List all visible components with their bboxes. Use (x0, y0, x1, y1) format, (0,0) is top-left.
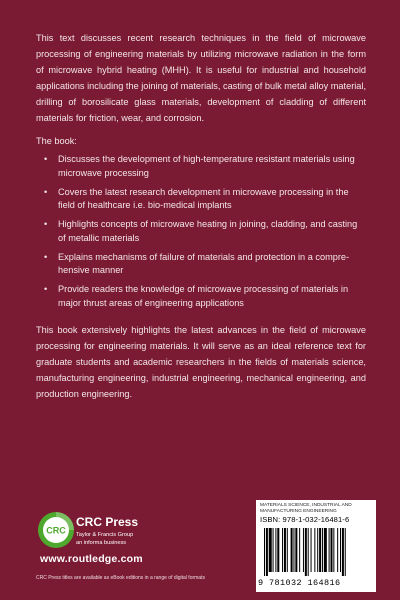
publisher-group (76, 531, 133, 547)
list-item: • Covers the latest research development in microwave processing in the field of healthcare i.e. bio-medical implants (44, 186, 360, 213)
barcode-bar (287, 528, 288, 572)
barcode-bar (333, 528, 334, 572)
barcode-bar (314, 528, 315, 572)
barcode-bar (266, 528, 268, 576)
publisher-tagline: an informa business (76, 540, 127, 546)
barcode-bar (311, 528, 312, 572)
barcode-bar (329, 528, 330, 572)
publisher-group-line: Taylor & Francis Group (76, 532, 134, 538)
barcode-bar (284, 528, 286, 572)
barcode-bar (269, 528, 272, 572)
list-item: • Provide readers the knowledge of microwave processing of materials in major thrust areas of engineering applications (44, 283, 360, 310)
ebook-note: CRC Press titles are available as eBook editions in a range of digital formats (36, 575, 205, 581)
intro-paragraph: This text discusses recent research techniques in the field of microwave processing of engineering materials by utilizing microwave radiation in the form of microwave hybrid heating (MHH). It is useful for industrial and household applications including the joining of materials, casting of bulk metal alloy material, drilling of borosilicate glass materials, development of cladding of different materials for friction, wear, and corrosion. (36, 33, 366, 123)
barcode-bar (342, 528, 344, 576)
barcode-bar (277, 528, 279, 572)
barcode-bar (317, 528, 318, 572)
barcode-icon (262, 528, 370, 576)
barcode-panel (256, 500, 376, 592)
list-item: • Highlights concepts of microwave heating in joining, cladding, and casting of metallic materials (44, 218, 360, 245)
subject-category: MATERIALS SCIENCE, INDUSTRIAL AND MANUFACTURING ENGINEERING (260, 503, 352, 514)
barcode-bar (275, 528, 276, 572)
barcode-bar (337, 528, 338, 572)
barcode-bar (331, 528, 333, 572)
book-features-label: The book: (36, 136, 77, 146)
barcode-bar (295, 528, 297, 572)
barcode-bar (291, 528, 293, 572)
barcode-bar (324, 528, 327, 572)
barcode-bar (305, 528, 307, 576)
barcode-bar (319, 528, 321, 572)
barcode-bar (282, 528, 283, 572)
barcode-bar (303, 528, 304, 572)
list-item: • Discusses the development of high-temperature resistant materials using microwave processing (44, 153, 360, 180)
list-item: • Explains mechanisms of failure of materials and protection in a compre-hensive manner (44, 251, 360, 278)
logo-lettering: CRC (46, 525, 66, 536)
barcode-bar (293, 528, 294, 572)
barcode-bar (340, 528, 341, 572)
publisher-name: CRC Press (76, 515, 139, 529)
barcode-bar (322, 528, 323, 572)
crc-press-logo (36, 510, 76, 550)
barcode-number: 9 781032 164816 (258, 578, 341, 588)
barcode-bar (345, 528, 346, 576)
barcode-bar (264, 528, 265, 576)
barcode-bar (273, 528, 274, 572)
isbn-text: ISBN: 978-1-032-16481-6 (260, 515, 350, 524)
closing-paragraph: This book extensively highlights the latest advances in the field of microwave processing for engineering materials. It will serve as an ideal reference text for graduate students and academic researchers in the fields of materials science, manufacturing engineering, industrial engineering, mechanical engineering, and production engineering. (36, 325, 366, 399)
website-link[interactable]: www.routledge.com (40, 553, 143, 565)
barcode-bar (299, 528, 300, 572)
barcode-bar (308, 528, 309, 576)
feature-list (44, 153, 360, 316)
